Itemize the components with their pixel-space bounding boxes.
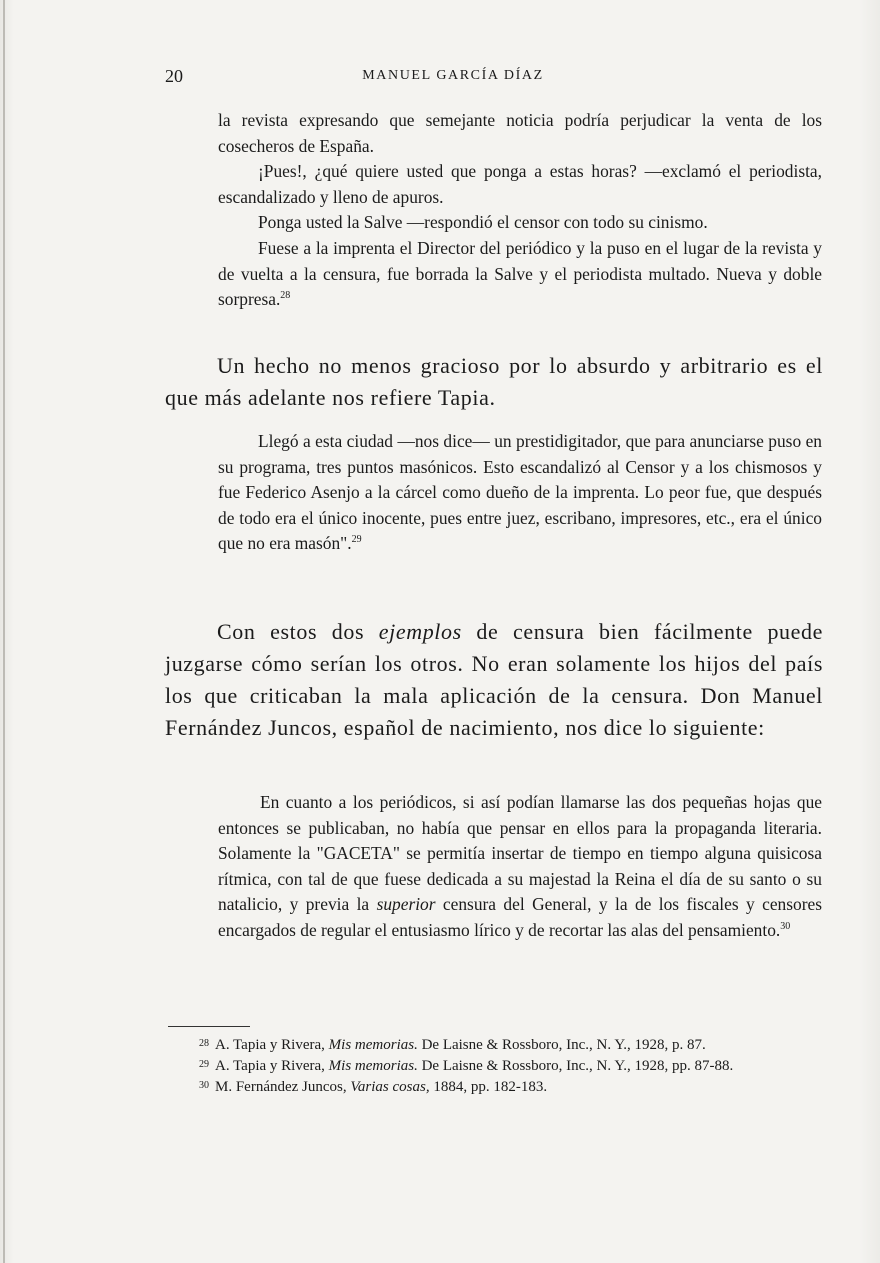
quote-paragraph <box>218 236 822 313</box>
footnote-text: De Laisne & Rossboro, Inc., N. Y., 1928, pp. 87-88. <box>417 1058 734 1074</box>
page-number: 20 <box>165 66 183 86</box>
footnote-text: De Laisne & Rossboro, Inc., N. Y., 1928, p. 87. <box>417 1037 706 1053</box>
footnote-text: A. Tapia y Rivera, <box>215 1037 329 1053</box>
footnote-text: M. Fernández Juncos, <box>215 1079 351 1095</box>
quote-text: En cuanto a los periódicos, si así podían llamarse las dos pequeñas hojas que entonces se publicaban, no había que pensar en ellos para la propaganda literaria. Solamente la "GACETA" se permitía insertar de tiempo en tiempo alguna quisicosa rítmica, con tal de que fuese dedicada a su majestad la Reina el día de su santo o su natalicio, y previa la <box>218 792 822 915</box>
quote-paragraph: ¡Pues!, ¿qué quiere usted que ponga a estas horas? —exclamó el periodista, escandalizado y lleno de apuros. <box>218 161 822 207</box>
quote-paragraph <box>218 429 822 557</box>
quote-paragraph <box>218 790 822 944</box>
footnote-30 <box>163 1078 823 1097</box>
footnote-number: 30 <box>199 1080 209 1091</box>
quote-paragraph: Ponga usted la Salve —respondió el censor con todo su cinismo. <box>258 212 708 233</box>
quote-paragraph: la revista expresando que semejante noticia podría perjudicar la venta de los cosecheros de España. <box>218 110 822 156</box>
footnote-title: Mis memorias. <box>328 1037 418 1053</box>
body-paragraph <box>165 616 823 744</box>
footnote-ref-28: 28 <box>280 290 291 302</box>
quote-text: Llegó a esta ciudad —nos dice— un prestidigitador, que para anunciarse puso en su programa, tres puntos masónicos. Esto escandalizó al Censor y a los chismosos y fue Federico Asenjo a la cárcel como dueño de la imprenta. Lo peor fue, que después de todo era el único inocente, pues entre juez, escribano, impresores, etc., era el único que no era masón". <box>218 431 822 554</box>
footnote-title: Mis memorias. <box>328 1058 418 1074</box>
footnote-text: 1884, pp. 182-183. <box>429 1079 548 1095</box>
footnote-divider <box>168 1026 250 1027</box>
body-paragraph: Un hecho no menos gracioso por lo absurdo y arbitrario es el que más adelante nos refiere Tapia. <box>165 353 823 410</box>
footnote-ref-30: 30 <box>780 920 791 932</box>
footnote-29 <box>163 1057 823 1076</box>
body-italic: ejemplos <box>378 619 462 644</box>
quote-italic: superior <box>376 894 436 915</box>
page-header <box>0 64 880 88</box>
quote-text: censura del General, y la de los fiscales y censores encargados de regular el entusiasmo lírico y de recortar las alas del pensamiento. <box>218 894 822 940</box>
quote-text: Fuese a la imprenta el Director del periódico y la puso en el lugar de la revista y de vuelta a la censura, fue borrada la Salve y el periodista multado. Nueva y doble sorpresa. <box>218 237 822 310</box>
block-quote-3 <box>218 790 822 944</box>
running-head: MANUEL GARCÍA DÍAZ <box>362 68 544 83</box>
footnotes <box>163 1036 823 1099</box>
block-quote-2 <box>218 429 822 557</box>
page-edge <box>3 0 5 1263</box>
body-paragraph-2 <box>165 616 823 744</box>
footnote-text: A. Tapia y Rivera, <box>215 1058 329 1074</box>
body-text: de censura bien fácilmente puede juzgarse cómo serían los otros. No eran solamente los hijos del país los que criticaban la mala aplicación de la censura. Don Manuel Fernández Juncos, español de nacimiento, nos dice lo siguiente: <box>165 619 823 740</box>
footnote-title: Varias cosas, <box>350 1079 430 1095</box>
footnote-28 <box>163 1036 823 1055</box>
body-paragraph-1 <box>165 350 823 414</box>
footnote-ref-29: 29 <box>351 534 362 546</box>
footnote-number: 28 <box>199 1038 209 1049</box>
block-quote-1 <box>218 108 822 313</box>
body-text: Con estos dos <box>217 619 379 644</box>
footnote-number: 29 <box>199 1059 209 1070</box>
